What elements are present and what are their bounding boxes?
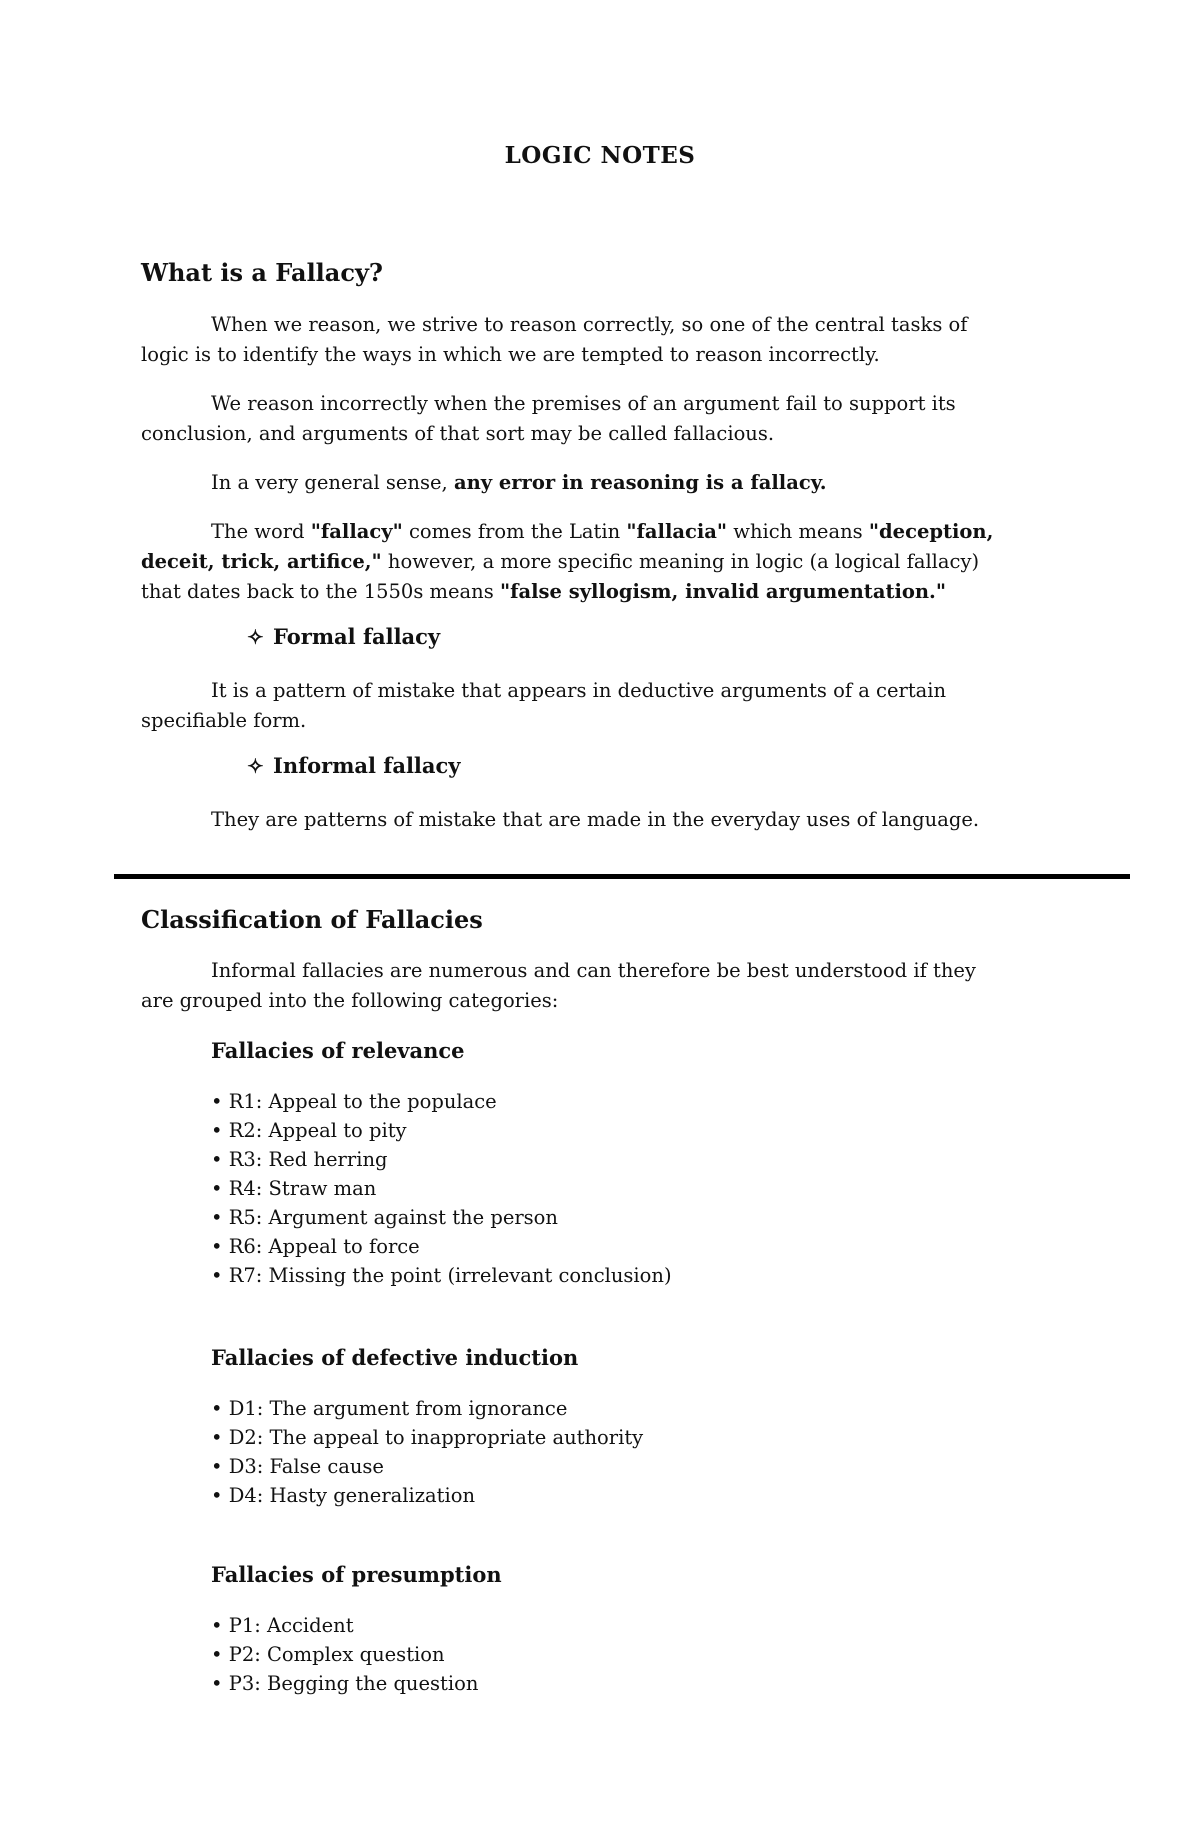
paragraph-line: logic is to identify the ways in which we are tempted to reason incorrectly. xyxy=(141,343,880,366)
diamond-bullet-icon: ✧ xyxy=(247,625,264,649)
paragraph-word-fallacy-line3 xyxy=(141,577,946,607)
paragraph-line: They are patterns of mistake that are made in the everyday uses of language. xyxy=(211,808,980,831)
list-item: • R6: Appeal to force xyxy=(211,1235,420,1258)
paragraph-line: conclusion, and arguments of that sort may be called fallacious. xyxy=(141,422,775,445)
paragraph-word-fallacy-line1 xyxy=(211,517,993,547)
paragraph-line: It is a pattern of mistake that appears in deductive arguments of a certain xyxy=(211,679,947,702)
list-presumption xyxy=(211,1611,478,1698)
list-item: • R5: Argument against the person xyxy=(211,1206,558,1229)
paragraph-general-sense xyxy=(211,468,827,498)
list-item: • P1: Accident xyxy=(211,1614,354,1637)
list-item: • D3: False cause xyxy=(211,1455,384,1478)
bold-text: any error in reasoning is a fallacy. xyxy=(453,471,827,494)
list-item: • R1: Appeal to the populace xyxy=(211,1090,497,1113)
bold-text: "deception, xyxy=(868,520,994,543)
list-item: • D4: Hasty generalization xyxy=(211,1484,476,1507)
list-item: • R4: Straw man xyxy=(211,1177,377,1200)
subheading-label: Formal fallacy xyxy=(273,624,441,649)
text-run: The word xyxy=(211,520,311,543)
subheading-defective-induction: Fallacies of defective induction xyxy=(211,1345,579,1370)
bold-text: deceit, trick, artifice," xyxy=(141,550,382,573)
list-item: • D2: The appeal to inappropriate authority xyxy=(211,1426,644,1449)
subheading-formal-fallacy xyxy=(247,624,440,649)
diamond-bullet-icon: ✧ xyxy=(247,754,264,778)
section-heading-classification: Classification of Fallacies xyxy=(141,905,483,934)
paragraph-line: We reason incorrectly when the premises of an argument fail to support its xyxy=(211,392,956,415)
paragraph-line: When we reason, we strive to reason correctly, so one of the central tasks of xyxy=(211,313,968,336)
list-item: • P2: Complex question xyxy=(211,1643,445,1666)
text-run: comes from the Latin xyxy=(402,520,627,543)
bold-text: "false syllogism, invalid argumentation." xyxy=(499,580,946,603)
subheading-relevance: Fallacies of relevance xyxy=(211,1038,465,1063)
paragraph-line: Informal fallacies are numerous and can therefore be best understood if they xyxy=(211,959,976,982)
list-item: • R2: Appeal to pity xyxy=(211,1119,407,1142)
document-title: LOGIC NOTES xyxy=(504,142,696,169)
list-relevance xyxy=(211,1087,672,1290)
subheading-presumption: Fallacies of presumption xyxy=(211,1562,502,1587)
paragraph-line: specifiable form. xyxy=(141,709,307,732)
bold-text: "fallacy" xyxy=(310,520,403,543)
text-run: In a very general sense, xyxy=(211,471,454,494)
list-induction xyxy=(211,1394,643,1510)
list-item: • P3: Begging the question xyxy=(211,1672,479,1695)
paragraph-line: are grouped into the following categories: xyxy=(141,989,559,1012)
subheading-informal-fallacy xyxy=(247,753,461,778)
text-run: that dates back to the 1550s means xyxy=(141,580,500,603)
section-heading-what-is-fallacy: What is a Fallacy? xyxy=(141,258,383,287)
bold-text: "fallacia" xyxy=(626,520,728,543)
section-divider xyxy=(114,874,1130,879)
paragraph-word-fallacy-line2 xyxy=(141,547,979,577)
subheading-label: Informal fallacy xyxy=(273,753,461,778)
list-item: • R7: Missing the point (irrelevant conclusion) xyxy=(211,1264,672,1287)
text-run: however, a more specific meaning in logic (a logical fallacy) xyxy=(381,550,980,573)
list-item: • D1: The argument from ignorance xyxy=(211,1397,568,1420)
list-item: • R3: Red herring xyxy=(211,1148,388,1171)
text-run: which means xyxy=(727,520,869,543)
